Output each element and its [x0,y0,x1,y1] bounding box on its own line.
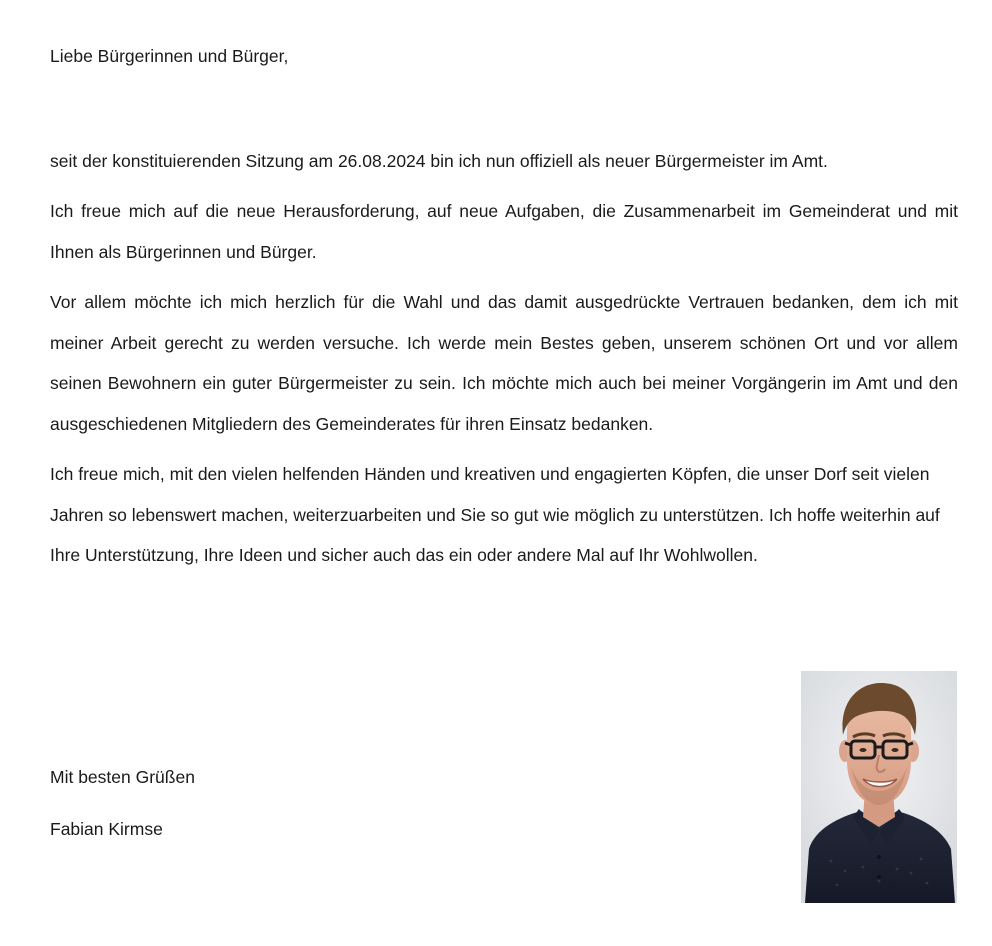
paragraph-challenge: Ich freue mich auf die neue Herausforderung, auf neue Aufgaben, die Zusammenarbeit im Gemeinderat und mit Ihnen als Bürgerinnen und Bürger. [50,201,958,262]
portrait-photo [801,671,957,903]
paragraph-outlook: Ich freue mich, mit den vielen helfenden Händen und kreativen und engagierten Köpfen, die unser Dorf seit vielen Jahren so lebenswert machen, weiterzuarbeiten und Sie so gut wie möglich zu unterstützen. Ich hoffe weiterhin auf Ihre Unterstützung, Ihre Ideen und sicher auch das ein oder andere Mal auf Ihr Wohlwollen. [50,464,940,565]
salutation: Liebe Bürgerinnen und Bürger, [50,46,289,66]
paragraph-intro: seit der konstituierenden Sitzung am 26.08.2024 bin ich nun offiziell als neuer Bürgermeister im Amt. [50,150,828,171]
closing-block [50,757,195,861]
signature-name: Fabian Kirmse [50,819,163,839]
letter-body [50,36,958,586]
portrait-illustration [801,671,957,903]
paragraph-thanks: Vor allem möchte ich mich herzlich für die Wahl und das damit ausgedrückte Vertrauen bedanken, dem ich mit meiner Arbeit gerecht zu werden versuche. Ich werde mein Bestes geben, unserem schönen Ort und vor allem seinen Bewohnern ein guter Bürgermeister zu sein. Ich möchte mich auch bei meiner Vorgängerin im Amt und den ausgeschiedenen Mitgliedern des Gemeinderates für ihren Einsatz bedanken. [50,292,958,434]
closing-greeting: Mit besten Grüßen [50,767,195,787]
